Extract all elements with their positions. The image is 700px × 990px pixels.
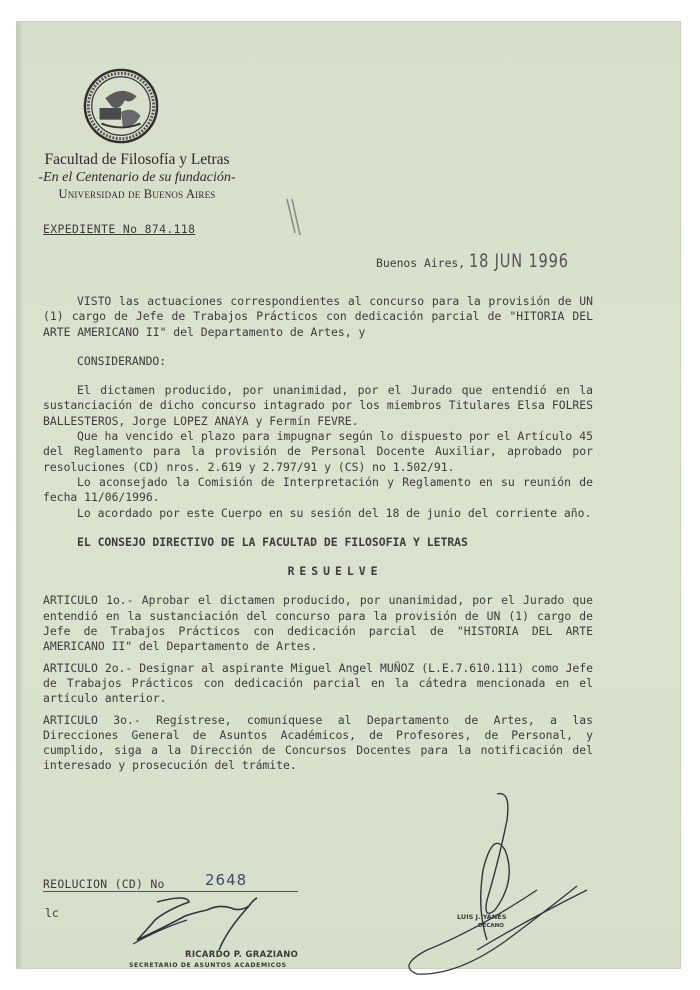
faculty-name: Facultad de Filosofía y Letras <box>44 151 230 168</box>
date-line <box>376 250 587 272</box>
university-seal-icon <box>82 67 160 145</box>
typist-initials: lc <box>45 906 59 920</box>
resuelve-heading: RESUELVE <box>287 564 383 579</box>
date-stamp: 18 JUN 1996 <box>469 250 569 272</box>
resolucion-number: 2648 <box>205 871 248 889</box>
considerando-3: Lo aconsejado la Comisión de Interpretación y Reglamento en su reunión de fecha 11/06/1996. <box>43 474 593 505</box>
articulo-1 <box>43 593 593 654</box>
expediente-number: EXPEDIENTE No 874.118 <box>43 222 196 236</box>
date-city: Buenos Aires, <box>376 256 466 270</box>
articulo-2 <box>43 661 593 707</box>
centenary-motto: -En el Centenario de su fundación- <box>38 170 236 185</box>
resolution-body <box>43 294 593 774</box>
consejo-heading: EL CONSEJO DIRECTIVO DE LA FACULTAD DE FILOSOFIA Y LETRAS <box>77 534 468 549</box>
letterhead <box>17 150 257 203</box>
signer-1-name: RICARDO P. GRAZIANO <box>185 950 299 960</box>
signer-1-title: SECRETARIO DE ASUNTOS ACADEMICOS <box>129 962 287 969</box>
signature-yanes <box>387 790 607 980</box>
visto-paragraph: VISTO las actuaciones correspondientes al concurso para la provisión de UN (1) cargo de Jefe de Trabajos Prácticos con dedicación parcial de "HITORIA DEL ARTE AMERICANO II" del Departamento de Artes, y <box>43 294 593 339</box>
university-name: Universidad de Buenos Aires <box>58 187 216 201</box>
articulo-2-text: Designar al aspirante Miguel Angel MUÑOZ (L.E.7.610.111) como Jefe de Trabajos Prácticos con dedicación parcial en la cátedra mencionada en el artículo anterior. <box>43 660 593 706</box>
articulo-3-text: Regístrese, comuníquese al Departamento de Artes, a las Direcciones General de Asuntos Académicos, de Profesores, de Personal, y cumplido, siga a la Dirección de Concursos Docentes para la notificación del interesado y prosecución del trámite. <box>43 712 594 773</box>
articulo-2-label: ARTICULO 2o.- <box>43 660 133 675</box>
articulo-3 <box>43 713 593 774</box>
articulo-3-label: ARTICULO 3o.- <box>43 712 141 727</box>
signer-2-title: DECANO <box>478 923 504 929</box>
considerando-1: El dictamen producido, por unanimidad, por el Jurado que entendió en la sustanciación de dicho concurso intagrado por los miembros Titulares Elsa FOLRES BALLESTEROS, Jorge LOPEZ ANAYA y Fermín FEVRE. <box>43 383 593 428</box>
articulo-1-label: ARTICULO 1o.- <box>43 593 134 608</box>
document-page <box>17 22 680 968</box>
considerando-label: CONSIDERANDO: <box>77 353 167 368</box>
pencil-mark <box>285 197 303 237</box>
considerando-2: Que ha vencido el plazo para impugnar según lo dispuesto por el Artículo 45 del Reglamento para la provisión de Personal Docente Auxiliar, aprobado por resoluciones (CD) nros. 2.619 y 2.797/91 y (CS) no 1.502/91. <box>43 429 593 474</box>
articulo-1-text: Aprobar el dictamen producido, por unanimidad, por el Jurado que entendió en la sustanciación del concurso para la provisión de UN (1) cargo de Jefe de Trabajos Prácticos con dedicación parcial de "HISTORIA DEL ARTE AMERICANO II" del Departamento de Artes. <box>43 593 593 654</box>
signer-2-name: LUIS J. YANES <box>457 913 507 921</box>
considerando-4: Lo acordado por este Cuerpo en su sesión del 18 de junio del corriente año. <box>77 505 592 520</box>
resolucion-label: REOLUCION (CD) No <box>43 877 165 891</box>
